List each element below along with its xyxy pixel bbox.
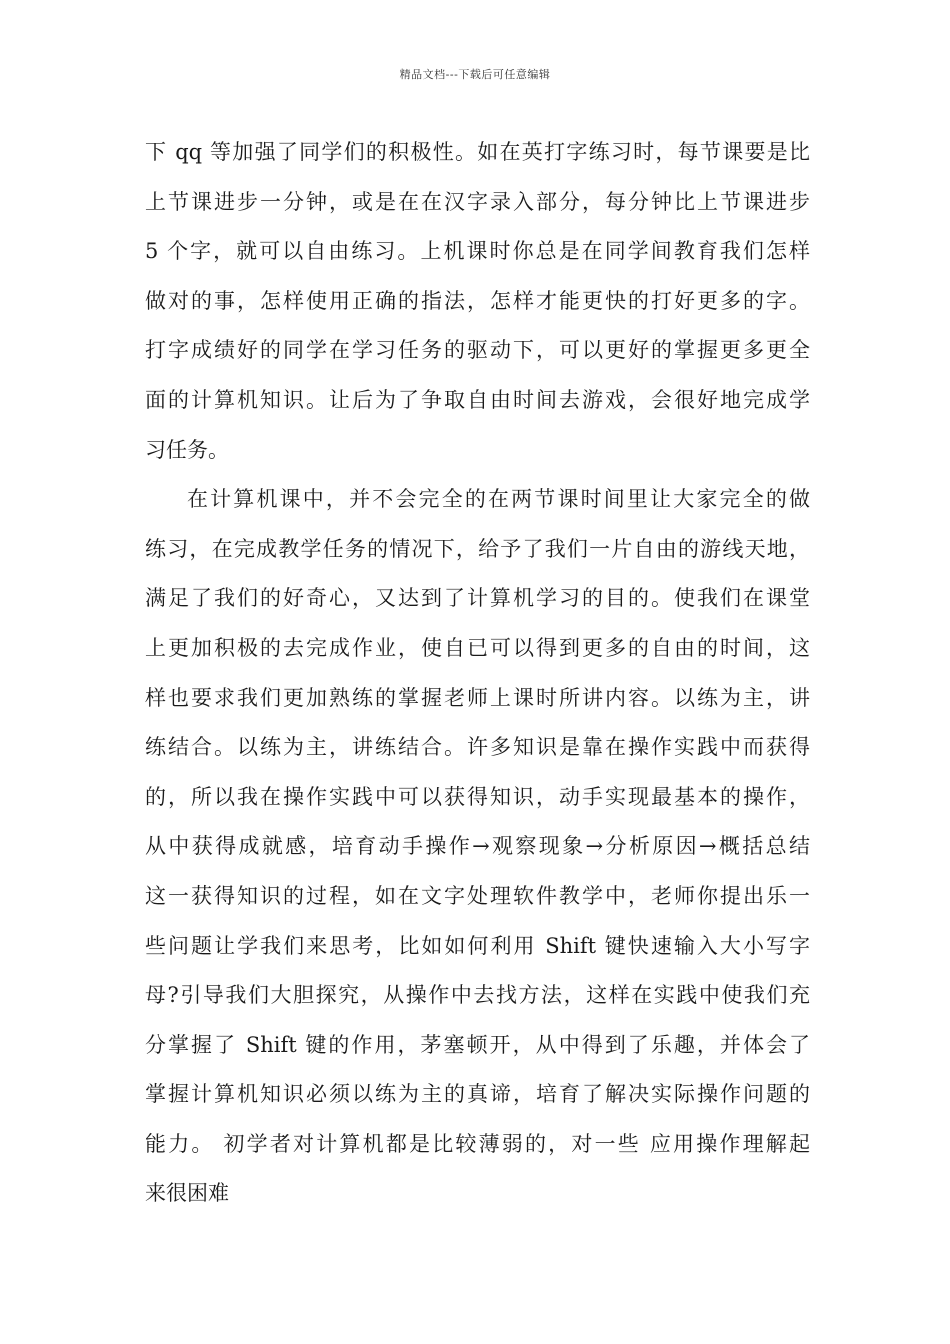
paragraph-2-line: 上更加积极的去完成作业，使自已可以得到更多的自由的时间，这 — [145, 635, 810, 660]
paragraph-1-line: 打字成绩好的同学在学习任务的驱动下，可以更好的掌握更多更全 — [145, 338, 810, 363]
paragraph-2-line: 的，所以我在操作实践中可以获得知识，动手实现最基本的操作， — [145, 784, 810, 809]
paragraph-1-line: 做对的事，怎样使用正确的指法，怎样才能更快的打好更多的字。 — [145, 288, 810, 313]
paragraph-2-line: 分掌握了 Shift 键的作用，茅塞顿开，从中得到了乐趣，并体会了 — [145, 1032, 810, 1057]
paragraph-1-line: 习任务。 — [145, 437, 229, 462]
paragraph-2-line: 能力。 初学者对计算机都是比较薄弱的，对一些 应用操作理解起 — [145, 1131, 810, 1156]
paragraph-2-line: 在计算机课中，并不会完全的在两节课时间里让大家完全的做 — [187, 487, 810, 512]
paragraph-2-line: 来很困难 — [145, 1181, 229, 1206]
page-header: 精品文档---下载后可任意编辑 — [399, 68, 551, 81]
paragraph-1-line: 5 个字，就可以自由练习。上机课时你总是在同学间教育我们怎样 — [145, 239, 810, 264]
paragraph-2-line: 些问题让学我们来思考，比如如何利用 Shift 键快速输入大小写字 — [145, 933, 810, 958]
document-body — [145, 132, 810, 1223]
paragraph-1-line: 面的计算机知识。让后为了争取自由时间去游戏，会很好地完成学 — [145, 387, 810, 412]
paragraph-2-line: 母?引导我们大胆探究，从操作中去找方法，这样在实践中使我们充 — [145, 983, 810, 1008]
paragraph-2-line: 样也要求我们更加熟练的掌握老师上课时所讲内容。以练为主，讲 — [145, 685, 810, 710]
paragraph-2-line: 练结合。以练为主，讲练结合。许多知识是靠在操作实践中而获得 — [145, 735, 810, 760]
paragraph-2-line: 从中获得成就感，培育动手操作→观察现象→分析原因→概括总结 — [145, 834, 810, 859]
paragraph-2-line: 满足了我们的好奇心，又达到了计算机学习的目的。使我们在课堂 — [145, 586, 810, 611]
paragraph-2-line: 练习，在完成教学任务的情况下，给予了我们一片自由的游线天地， — [145, 536, 810, 561]
paragraph-1-line: 下 qq 等加强了同学们的积极性。如在英打字练习时，每节课要是比 — [145, 140, 810, 164]
paragraph-2-line: 这一获得知识的过程，如在文字处理软件教学中，老师你提出乐一 — [145, 883, 810, 908]
paragraph-1-line: 上节课进步一分钟，或是在在汉字录入部分，每分钟比上节课进步 — [145, 189, 810, 214]
paragraph-2-line: 掌握计算机知识必须以练为主的真谛，培育了解决实际操作问题的 — [145, 1082, 810, 1107]
